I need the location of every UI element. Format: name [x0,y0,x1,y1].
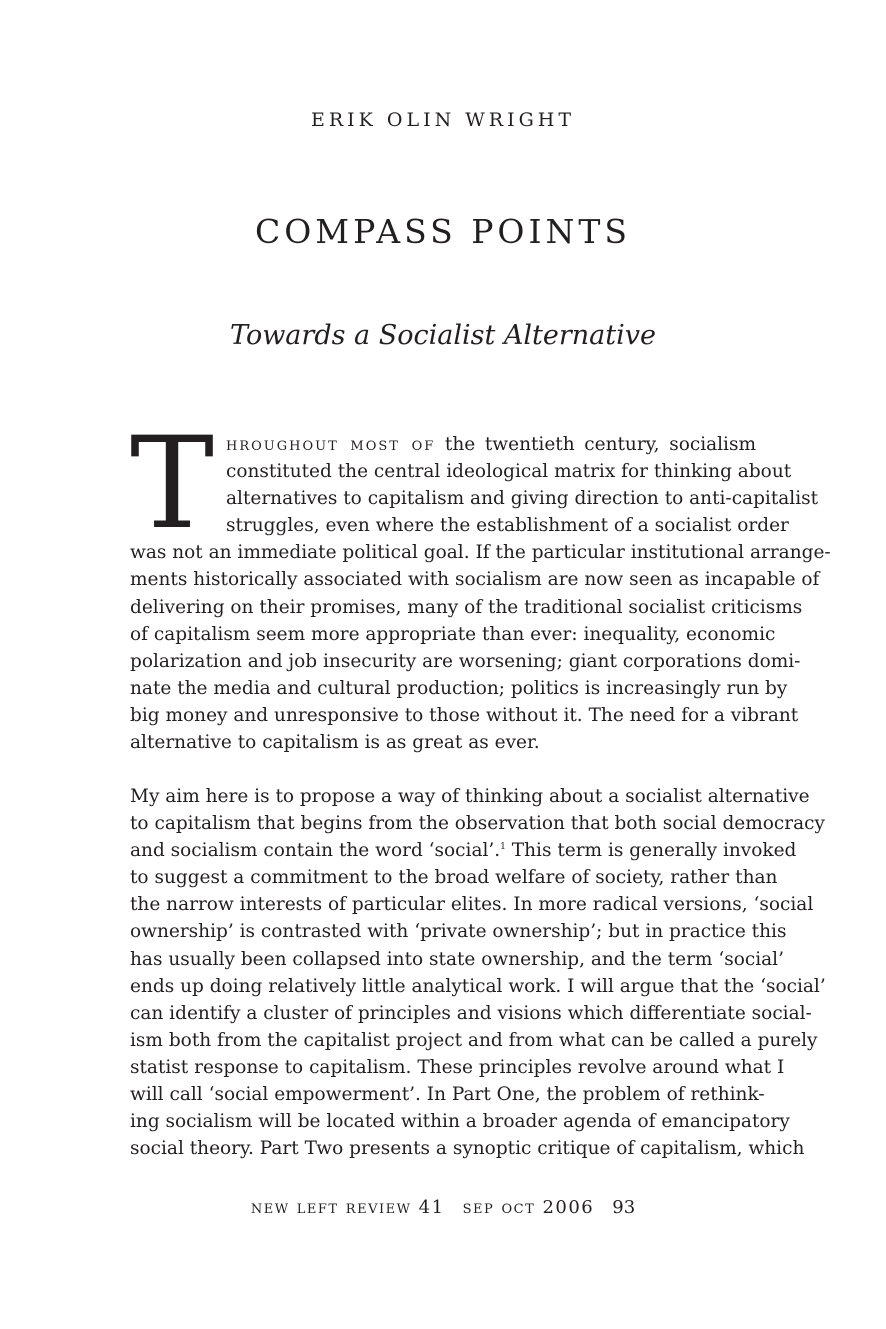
paragraph-line: alternative to capitalism is as great as ever. [130,732,540,754]
article-title: COMPASS POINTS [254,212,631,251]
paragraph-line: to capitalism that begins from the observation that both social democracy [130,813,825,835]
paragraph-line: social theory. Part Two presents a synoptic critique of capitalism, which [130,1138,805,1160]
paragraph-line: to suggest a commitment to the broad welfare of society, rather than [130,867,778,889]
paragraph-line: My aim here is to propose a way of thinking about a socialist alternative [130,786,810,807]
paragraph-line: ments historically associated with socialism are now seen as incapable of [130,569,820,591]
paragraph-line: ism both from the capitalist project and from what can be called a purely [130,1029,818,1051]
paragraph-line: ing socialism will be located within a broader agenda of emancipatory [130,1111,790,1133]
paragraph-line: polarization and job insecurity are worsening; giant corporations domi- [130,650,801,672]
paragraph-line: constituted the central ideological matrix for thinking about [226,461,792,483]
line-text: and socialism contain the word ‘social’. [130,840,501,862]
paragraph-line: big money and unresponsive to those without it. The need for a vibrant [130,704,799,726]
paragraph-line: can identify a cluster of principles and visions which differentiate social- [130,1002,812,1024]
paragraph-line: was not an immediate political goal. If the particular institutional arrange- [130,542,831,564]
paragraph-line: statist response to capitalism. These principles revolve around what I [130,1056,785,1078]
author-name: ERIK OLIN WRIGHT [310,109,576,131]
issue-date: sep oct 2006 [462,1197,595,1218]
journal-name: new left review 41 [250,1197,445,1218]
line-text: the twentieth century, socialism [435,434,757,455]
page-number: 93 [612,1197,636,1218]
article-subtitle: Towards a Socialist Alternative [230,320,656,351]
paragraph-line [226,431,756,458]
paragraph-line: alternatives to capitalism and giving direction to anti-capitalist [226,488,819,510]
paragraph-line: the narrow interests of particular elites. In more radical versions, ‘social [130,894,814,916]
paragraph-line: of capitalism seem more appropriate than ever: inequality, economic [130,623,776,645]
lead-in-small-caps: hroughout most of [226,434,436,455]
paragraph-1 [130,431,831,756]
paragraph-2 [130,783,826,1162]
paragraph-line: has usually been collapsed into state ownership, and the term ‘social’ [130,948,784,970]
paragraph-line: struggles, even where the establishment of a socialist order [226,515,789,537]
paragraph-line: ownership’ is contrasted with ‘private ownership’; but in practice this [130,921,787,943]
paragraph-line: ends up doing relatively little analytical work. I will argue that the ‘social’ [130,975,826,997]
paragraph-line: nate the media and cultural production; politics is increasingly run by [130,677,788,699]
paragraph-line: will call ‘social empowerment’. In Part One, the problem of rethink- [130,1084,765,1106]
page-footer [0,1196,886,1220]
drop-cap: T [130,432,215,540]
line-text: This term is generally invoked [505,840,797,862]
paragraph-line [130,837,797,864]
paragraph-line: delivering on their promises, many of the traditional socialist criticisms [130,596,803,618]
footnote-marker[interactable]: 1 [500,842,506,853]
